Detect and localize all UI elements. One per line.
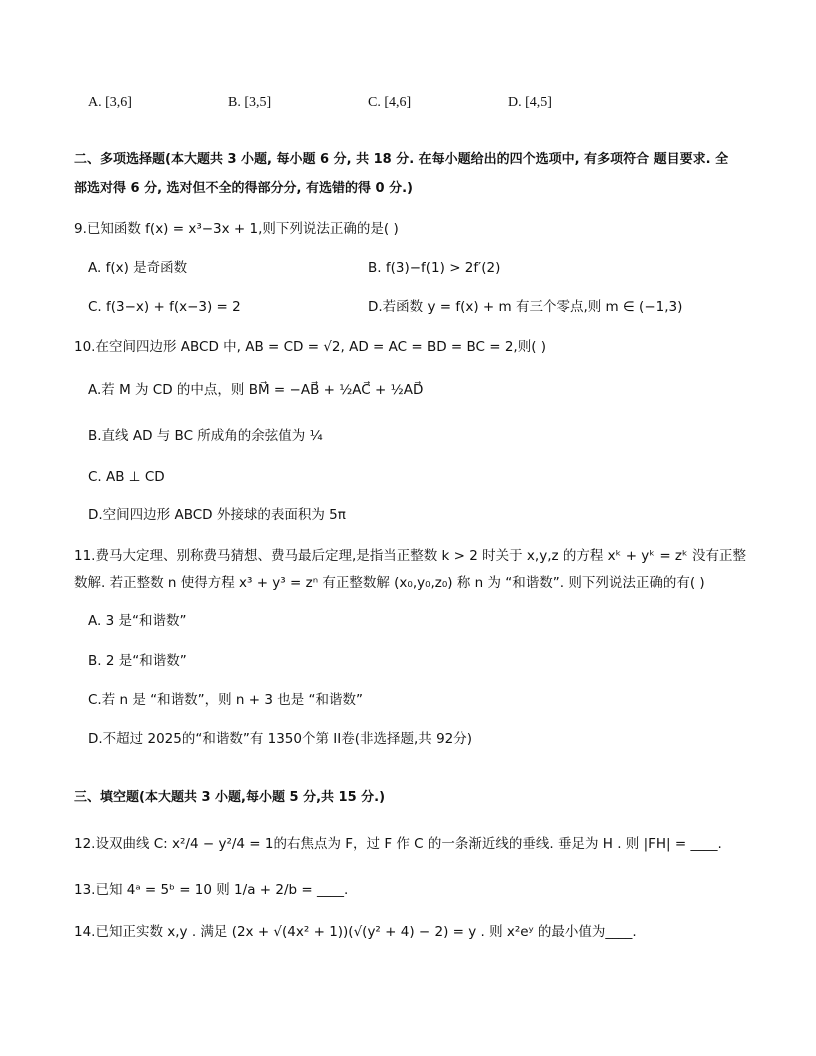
q8-options-row (88, 95, 648, 115)
q8-option-d: D. [4,5] (508, 95, 552, 110)
q11-stem-line1: 11.费马大定理、别称费马猜想、费马最后定理,是指当正整数 k > 2 时关于 x,y,z 的方程 xᵏ + yᵏ = zᵏ 没有正整 (74, 548, 747, 564)
q11-option-b: B. 2 是“和谐数” (88, 653, 187, 669)
q10-option-c: C. AB ⊥ CD (88, 469, 165, 485)
section2-heading-line1: 二、多项选择题(本大题共 3 小题, 每小题 6 分, 共 18 分. 在每小题给出的四个选项中, 有多项符合 题目要求. 全 (74, 152, 729, 167)
q14-stem: 14.已知正实数 x,y . 满足 (2x + √(4x² + 1))(√(y² + 4) − 2) = y . 则 x²eʸ 的最小值为____. (74, 924, 637, 940)
q11-stem-line2: 数解. 若正整数 n 使得方程 x³ + y³ = zⁿ 有正整数解 (x₀,y₀,z₀) 称 n 为 “和谐数”. 则下列说法正确的有( ) (74, 575, 705, 591)
q9-option-d: D.若函数 y = f(x) + m 有三个零点,则 m ∈ (−1,3) (368, 299, 683, 315)
q9-stem: 9.已知函数 f(x) = x³−3x + 1,则下列说法正确的是( ) (74, 221, 399, 237)
q10-option-d: D.空间四边形 ABCD 外接球的表面积为 5π (88, 507, 346, 523)
q9-option-b: B. f(3)−f(1) > 2f′(2) (368, 260, 501, 276)
q8-option-c: C. [4,6] (368, 95, 412, 110)
q12-stem: 12.设双曲线 C: x²/4 − y²/4 = 1的右焦点为 F，过 F 作 C 的一条渐近线的垂线. 垂足为 H . 则 |FH| = ____. (74, 836, 722, 852)
q9-option-a: A. f(x) 是奇函数 (88, 260, 188, 276)
q11-option-d: D.不超过 2025的“和谐数”有 1350个第 II卷(非选择题,共 92分) (88, 731, 473, 747)
section3-heading: 三、填空题(本大题共 3 小题,每小题 5 分,共 15 分.) (74, 790, 386, 805)
q10-option-a: A.若 M 为 CD 的中点，则 BM⃗ = −AB⃗ + ½AC⃗ + ½AD⃗ (88, 382, 424, 398)
q10-option-b: B.直线 AD 与 BC 所成角的余弦值为 ¼ (88, 428, 323, 444)
q9-option-c: C. f(3−x) + f(x−3) = 2 (88, 299, 241, 315)
q11-option-c: C.若 n 是 “和谐数”，则 n + 3 也是 “和谐数” (88, 692, 364, 708)
q10-stem: 10.在空间四边形 ABCD 中, AB = CD = √2, AD = AC = BD = BC = 2,则( ) (74, 339, 547, 355)
q11-option-a: A. 3 是“和谐数” (88, 613, 187, 629)
q13-stem: 13.已知 4ᵃ = 5ᵇ = 10 则 1/a + 2/b = ____. (74, 882, 349, 898)
q8-option-a: A. [3,6] (88, 95, 132, 110)
q8-option-b: B. [3,5] (228, 95, 272, 110)
section2-heading-line2: 部选对得 6 分, 选对但不全的得部分分, 有选错的得 0 分.) (74, 181, 414, 196)
